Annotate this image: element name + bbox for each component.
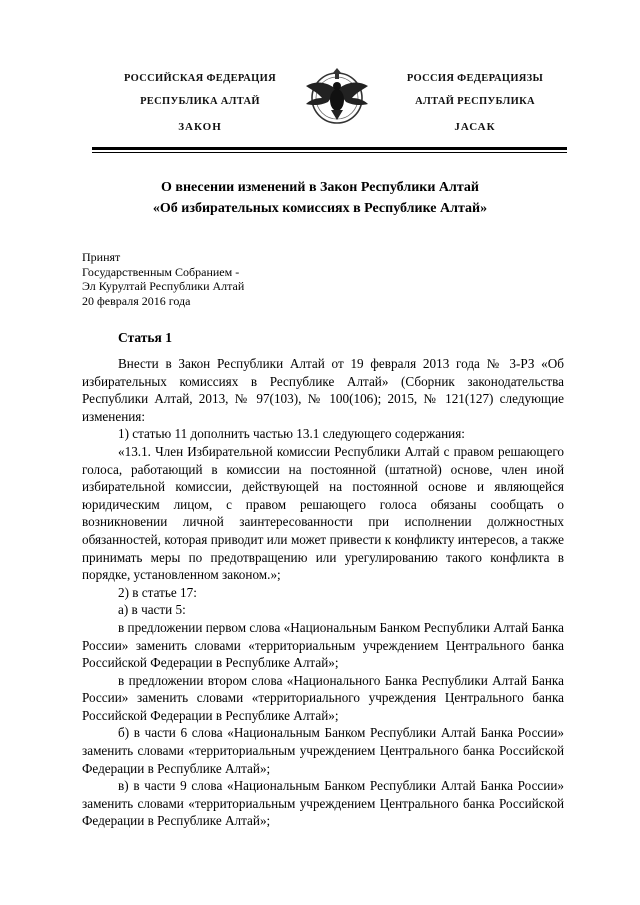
letterhead-left-doc-type: ЗАКОН — [178, 121, 222, 133]
adoption-block — [82, 250, 244, 308]
coat-of-arms-emblem-icon — [298, 60, 376, 132]
law-title-line2: «Об избирательных комиссиях в Республике Алтай» — [152, 201, 488, 216]
article-paragraph: Внести в Закон Республики Алтай от 19 февраля 2013 года № 3-РЗ «Об избирательных комиссиях в Республике Алтай» (Сборник законодательства Республики Алтай, 2013, № 97(103), № 100(106); 2015, № 121(127) следующие изменения: — [82, 356, 564, 424]
article-paragraph: б) в части 6 слова «Национальным Банком Республики Алтай Банка России» заменить словами «территориальным учреждением Центрального банка Российской Федерации в Республике Алтай»; — [82, 725, 564, 776]
article-heading: Статья 1 — [118, 330, 172, 345]
letterhead-left-republic: РЕСПУБЛИКА АЛТАЙ — [140, 96, 260, 107]
article-paragraph: «13.1. Член Избирательной комиссии Республики Алтай с правом решающего голоса, работающий в комиссии на постоянной (штатной) основе, член иной избирательной комиссии, действующей на постоянной основе и являющейся юридическим лицом, с правом решающего голоса обязаны сообщать о возникновении личной заинтересованности при исполнении должностных обязанностей, которая приводит или может привести к конфликту интересов, а также принимать меры по предотвращению или урегулированию такого конфликта в порядке, установленном законом.»; — [82, 443, 564, 583]
letterhead-right-country: РОССИЯ ФЕДЕРАЦИЯЗЫ — [406, 73, 544, 84]
adoption-line3: Эл Курултай Республики Алтай — [82, 279, 245, 294]
article-paragraph: в предложении втором слова «Национального Банка Республики Алтай Банка России» заменить словами «территориального учреждения Центрального банка Российской Федерации в Республике Алтай»; — [82, 672, 564, 723]
article-paragraph: 2) в статье 17: — [118, 584, 197, 600]
letterhead-left-country: РОССИЙСКАЯ ФЕДЕРАЦИЯ — [124, 73, 276, 84]
article-paragraph: в предложении первом слова «Национальным Банком Республики Алтай Банка России» заменить словами «территориальным учреждением Центрального банка Российской Федерации в Республике Алтай»; — [82, 619, 564, 671]
article-paragraph: в) в части 9 слова «Национальным Банком Республики Алтай Банка России» заменить словами «территориальным учреждением Центрального банка Российской Федерации в Республике Алтай»; — [82, 778, 564, 829]
header-rule-thin — [92, 152, 567, 153]
law-title-line1: О внесении изменений в Закон Республики Алтай — [161, 180, 479, 195]
header-rule-thick — [92, 147, 567, 150]
adoption-line1: Принят — [82, 250, 121, 264]
letterhead-right-republic: АЛТАЙ РЕСПУБЛИКА — [415, 96, 535, 107]
adoption-date: 20 февраля 2016 года — [82, 293, 191, 308]
article-body — [82, 355, 564, 830]
article-paragraph: 1) статью 11 дополнить частью 13.1 следующего содержания: — [118, 426, 465, 442]
law-title — [80, 177, 560, 219]
letterhead-right-doc-type: JАСАК — [454, 121, 496, 133]
article-paragraph: а) в части 5: — [118, 602, 186, 618]
adoption-line2: Государственным Собранием - — [82, 264, 240, 279]
